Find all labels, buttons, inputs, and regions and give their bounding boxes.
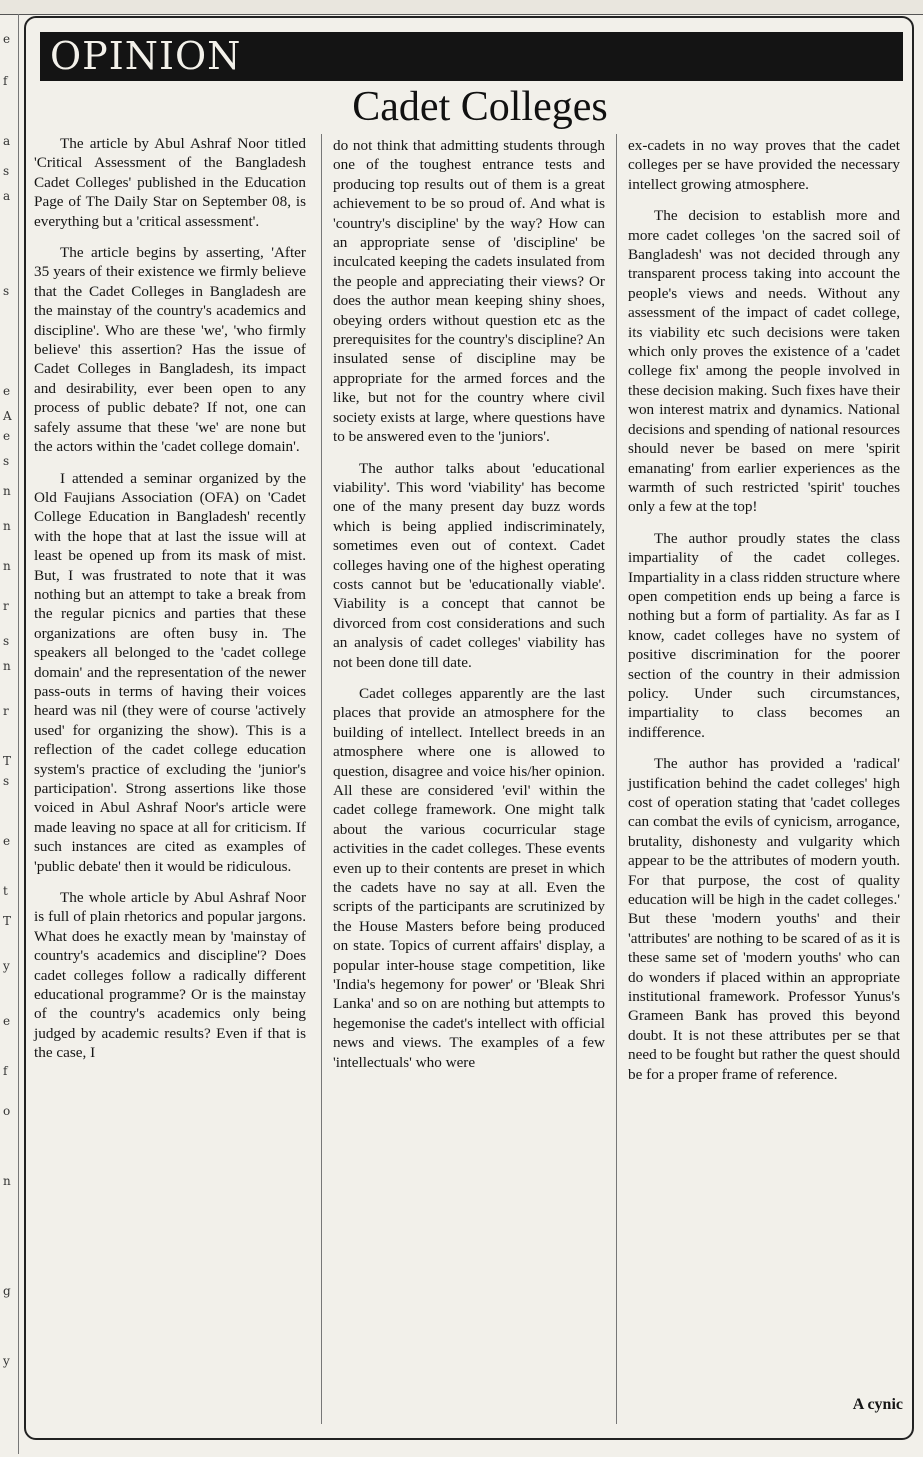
headline: Cadet Colleges bbox=[352, 84, 608, 130]
top-strip bbox=[0, 0, 923, 15]
article-column-2 bbox=[333, 136, 605, 1084]
margin-letter: f bbox=[3, 74, 8, 88]
margin-letter: s bbox=[3, 284, 10, 298]
margin-letter: e bbox=[3, 429, 11, 443]
section-title: OPINION bbox=[50, 34, 242, 78]
paragraph: The article by Abul Ashraf Noor titled 'Critical Assessment of the Bangladesh Cadet Colleges' published in the Education Page of The Daily Star on September 08, is everything but a 'critical assessment'. bbox=[34, 135, 306, 230]
margin-letter: s bbox=[3, 454, 10, 468]
paragraph: The author proudly states the class impartiality of the cadet colleges. Impartiality in a class ridden structure where open competition ends up being a farce is nothing but a form of partiality. As far as I know, cadet colleges have no system of positive discrimination for the poorer section of the country in their admission policy. Under such circumstances, impartiality to class becomes an indifference. bbox=[628, 529, 900, 741]
article-column-1 bbox=[34, 134, 306, 1075]
section-banner bbox=[40, 32, 903, 81]
article-column-3 bbox=[628, 136, 900, 1096]
left-margin-column bbox=[0, 14, 19, 1454]
margin-letter: o bbox=[3, 1104, 11, 1118]
paragraph: The author talks about 'educational viability'. This word 'viability' has become one of the many present day buzz words which is being applied indiscriminately, sometimes even out of context. Cadet colleges having one of the highest operating costs cannot but be 'educationally viable'. Viability is a concept that cannot be divorced from cost considerations and such an analysis of cadet colleges' viability has not been done till date. bbox=[333, 459, 605, 671]
margin-letter: y bbox=[3, 959, 10, 973]
margin-letter: n bbox=[3, 484, 11, 498]
margin-letter: e bbox=[3, 834, 11, 848]
margin-letter: n bbox=[3, 1174, 11, 1188]
paragraph: The decision to establish more and more cadet colleges 'on the sacred soil of Bangladesh' was not decided through any transparent process taking into account the people's views and needs. Without any assessment of the impact of cadet college, its viability etc such decisions were taken which only proves the existence of a 'cadet college fix' among the people involved in these decision making. Such fixes have their won interest matrix and dynamics. National decisions and spending of national resources should never be based on mere 'spirit emanating' from earlier experiences as the warmth of such restricted 'spirit' touches only a few at the top! bbox=[628, 207, 900, 516]
paragraph: ex-cadets in no way proves that the cadet colleges per se have provided the necessary intellect growing atmosphere. bbox=[628, 137, 900, 193]
margin-letter: r bbox=[3, 704, 9, 718]
margin-letter: n bbox=[3, 519, 11, 533]
margin-letter: s bbox=[3, 164, 10, 178]
margin-letter: t bbox=[3, 884, 8, 898]
paragraph: do not think that admitting students through one of the toughest entrance tests and producing top results out of them is a great achievement to be so proud of. And what is 'country's discipline' by the way? How can an appropriate sense of 'discipline' be inculcated keeping the cadets insulated from the people and appreciating their views? Or does the author mean keeping shiny shoes, obeying orders without question etc as the prerequisites for the country's discipline? An insulated sense of discipline may be appropriate for the armed forces and the like, but not for the country where civil society exists at large, where questions have to be answered even to the 'juniors'. bbox=[333, 137, 605, 446]
margin-letter: f bbox=[3, 1064, 8, 1078]
margin-letter: T bbox=[3, 754, 12, 768]
paragraph: Cadet colleges apparently are the last places that provide an atmosphere for the building of intellect. Intellect breeds in an atmosphere where one is allowed to question, disagree and voice his/her opinion. All these are considered 'evil' within the cadet college framework. One might talk about the various cocurricular stage activities in the cadet colleges. These events even up to their contents are preset in which the cadets have no say at all. Even the scripts of the participants are scrutinized by the House Masters before being produced on state. Topics of current affairs' display, a popular inter-house stage competition, like 'India's hegemony for power' or 'Bleak Shri Lanka' and so on are nothing but attempts to hegemonise the cadet's intellect with official news and views. The examples of a few 'intellectuals' who were bbox=[333, 684, 605, 1071]
paragraph: The whole article by Abul Ashraf Noor is full of plain rhetorics and popular jargons. What does he exactly mean by 'mainstay of country's academics and discipline'? Does cadet colleges follow a radically different educational programme? Or is the mainstay of the country's academics only being judged by academic results? Even if that is the case, I bbox=[34, 889, 306, 1062]
margin-letter: a bbox=[3, 189, 11, 203]
column-rule bbox=[616, 134, 617, 1424]
margin-letter: n bbox=[3, 559, 11, 573]
margin-letter: y bbox=[3, 1354, 10, 1368]
paragraph: I attended a seminar organized by the Old Faujians Association (OFA) on 'Cadet College Education in Bangladesh' recently with the hope that at last the issue will at least be opened up from its mask of mist. But, I was frustrated to note that it was nothing but an attempt to take a break from the regular picnics and parties that these organizations are often busy in. The speakers all belonged to the 'cadet college domain' and the representation of the newer pass-outs in terms of having their voices heard was nil (they were of course 'actively used' for organizing the show). This is a reflection of the cadet college education system's practice of excluding the 'junior's participation'. Strong assertions like those voiced in Abul Ashraf Noor's article were made leaving no space at all for criticism. If such instances are cited as examples of 'public debate' then it would be ridiculous. bbox=[34, 469, 306, 875]
signature: A cynic bbox=[852, 1396, 903, 1413]
margin-letter: s bbox=[3, 634, 10, 648]
margin-letter: r bbox=[3, 599, 9, 613]
margin-letter: s bbox=[3, 774, 10, 788]
margin-letter: A bbox=[3, 409, 12, 423]
margin-letter: a bbox=[3, 134, 11, 148]
margin-letter: n bbox=[3, 659, 11, 673]
column-rule bbox=[321, 134, 322, 1424]
margin-letter: e bbox=[3, 1014, 11, 1028]
paragraph: The author has provided a 'radical' justification behind the cadet colleges' high cost of operation stating that 'cadet colleges can combat the evils of cynicism, arrogance, brutality, dishonesty and vulgarity which appear to be the attributes of modern youth. For that purpose, the cost of quality education will be high in the cadet colleges.' But these 'modern youths' and their 'attributes' are nothing to be scared of as it is these same set of 'modern youths' who can do wonders if placed within an appropriate institutional framework. Professor Yunus's Grameen Bank has proved this beyond doubt. It is not these attributes per se that need to be fought but rather the quest should be for a proper frame of reference. bbox=[628, 755, 900, 1083]
margin-letter: T bbox=[3, 914, 12, 928]
margin-letter: g bbox=[3, 1284, 11, 1298]
paragraph: The article begins by asserting, 'After 35 years of their existence we firmly believe that the Cadet Colleges in Bangladesh are the mainstay of the country's academics and discipline'. Who are these 'we', 'who firmly believe' this assertion? Has the issue of Cadet Colleges in Bangladesh, its impact and desirability, ever been open to any process of public debate? If not, one can safely assume that these 'we' are none but the actors within the 'cadet college domain'. bbox=[34, 244, 306, 456]
margin-letter: e bbox=[3, 32, 11, 46]
margin-letter: e bbox=[3, 384, 11, 398]
